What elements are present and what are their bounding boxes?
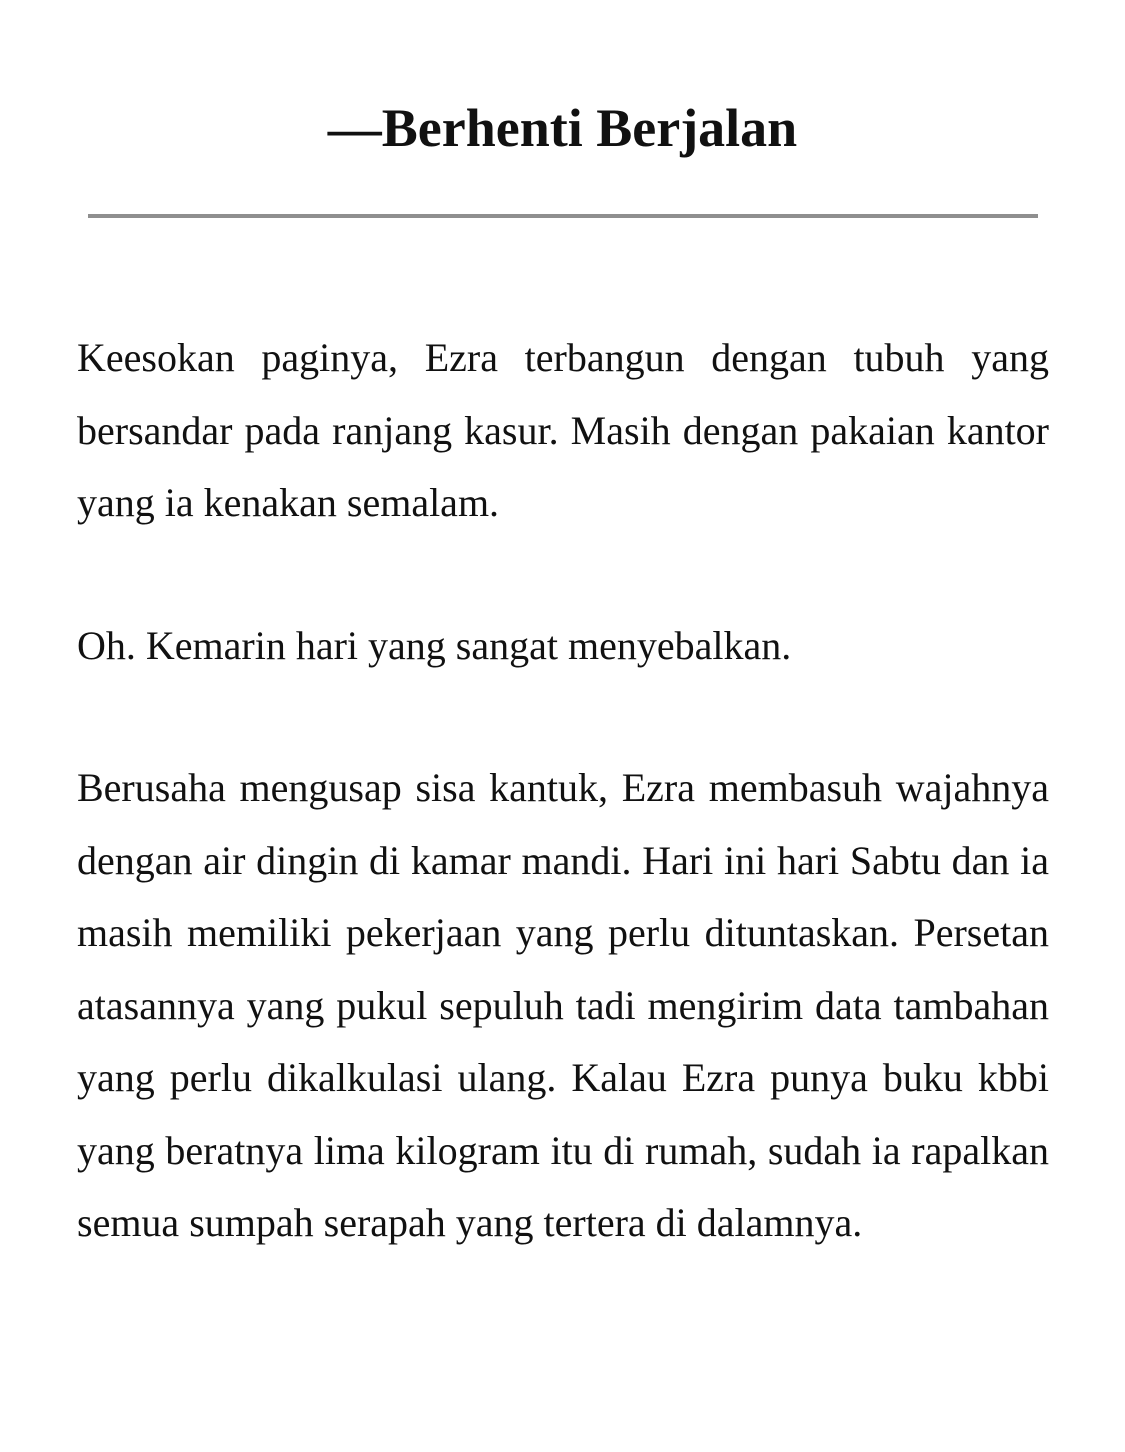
paragraph-1: Keesokan paginya, Ezra terbangun dengan tubuh yang bersandar pada ranjang kasur. Masih dengan pakaian kantor yang ia kenakan semalam. <box>77 335 1049 525</box>
chapter-title: —Berhenti Berjalan <box>327 98 798 158</box>
title-divider <box>88 214 1038 218</box>
chapter-body <box>77 322 1049 1260</box>
paragraph-3: Berusaha mengusap sisa kantuk, Ezra membasuh wajahnya dengan air dingin di kamar mandi. Hari ini hari Sabtu dan ia masih memiliki pekerjaan yang perlu dituntaskan. Persetan atasannya yang pukul sepuluh tadi mengirim data tambahan yang perlu dikalkulasi ulang. Kalau Ezra punya buku kbbi yang beratnya lima kilogram itu di rumah, sudah ia rapalkan semua sumpah serapah yang tertera di dalamnya. <box>77 765 1049 1245</box>
paragraph-2: Oh. Kemarin hari yang sangat menyebalkan. <box>77 622 792 668</box>
